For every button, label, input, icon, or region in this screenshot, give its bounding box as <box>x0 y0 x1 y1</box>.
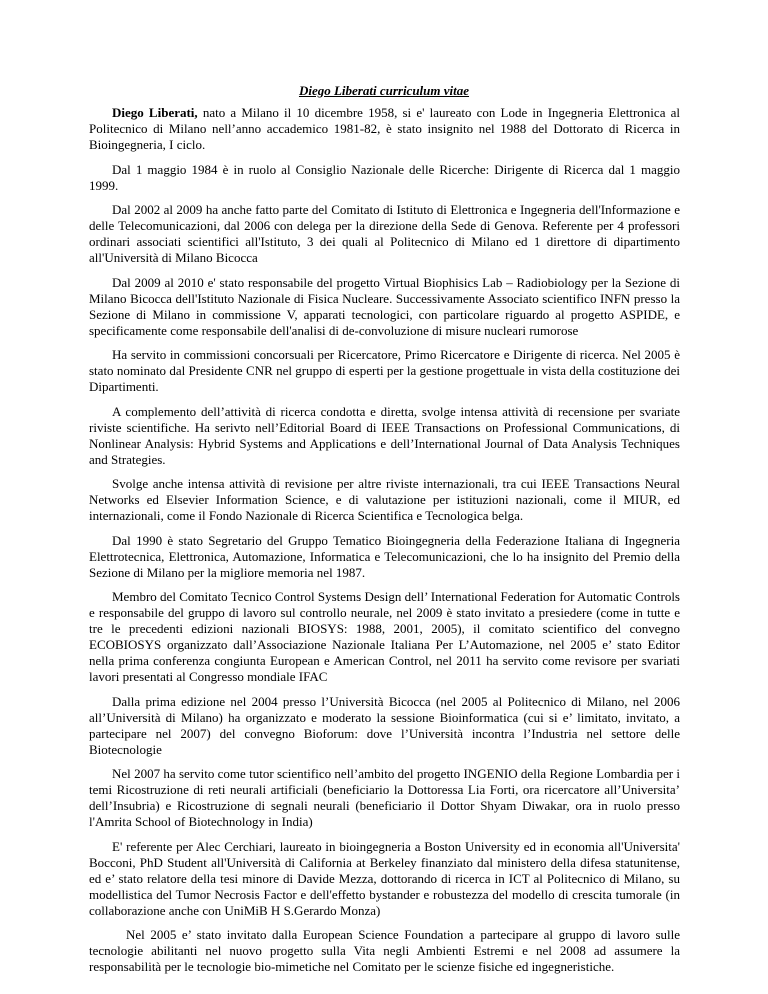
paragraph: E' referente per Alec Cerchiari, laureato in bioingegneria a Boston University ed in economia all'Universita' Bocconi, PhD Student all'Università di California at Berkeley finanziato dal ministero della difesa statunitense, ed e’ stato relatore della tesi minore di Davide Mezza, dottorando di ricerca in ICT al Politecnico di Milano, su modellistica del Tumor Necrosis Factor e dell'effetto bystander e robustezza del modello di crescita tumorale (in collaborazione anche con UniMiB H S.Gerardo Monza) <box>89 838 680 918</box>
paragraph: Dal 2009 al 2010 e' stato responsabile del progetto Virtual Biophisics Lab – Radiobiology per la Sezione di Milano Bicocca dell'Istituto Nazionale di Fisica Nucleare. Successivamente Associato scientifico INFN presso la Sezione di Milano in commissione V, apparati tecnologici, con particolare riguardo al progetto ASPIDE, e specificamente come responsabile dell'analisi di de-convoluzione di misure nucleari rumorose <box>89 274 680 338</box>
paragraph: A complemento dell’attività di ricerca condotta e diretta, svolge intensa attività di recensione per svariate riviste scientifiche. Ha serivto nell’Editorial Board di IEEE Transactions on Professional Communications, di Nonlinear Analysis: Hybrid Systems and Applications e dell’International Journal of Data Analysis Techniques and Strategies. <box>89 403 680 467</box>
paragraph: Dal 2002 al 2009 ha anche fatto parte del Comitato di Istituto di Elettronica e Ingegneria dell'Informazione e delle Telecomunicazioni, dal 2006 con delega per la direzione della Sede di Genova. Referente per 4 professori ordinari associati scientifici all'Istituto, 3 dei quali al Politecnico di Milano ed 1 direttore di dipartimento all'Università di Milano Bicocca <box>89 202 680 265</box>
paragraph: Nel 2005 e’ stato invitato dalla European Science Foundation a partecipare al gruppo di lavoro sulle tecnologie abilitanti nel nuovo progetto sulla Vita negli Ambienti Estremi e nel 2008 ad assumere la responsabilità per le tecnologie bio-mimetiche nel Comitato per le scienze fisiche ed ingegneristiche. <box>89 927 680 974</box>
paragraph: Svolge anche intensa attività di revisione per altre riviste internazionali, tra cui IEEE Transactions Neural Networks ed Elsevier Information Science, e di valutazione per istituzioni nazionali, come il MIUR, ed internazionali, come il Fondo Nazionale di Ricerca Scientifica e Tecnologica belga. <box>89 476 680 523</box>
paragraph: Membro del Comitato Tecnico Control Systems Design dell’ International Federation for Automatic Controls e responsabile del gruppo di lavoro sul controllo neurale, nel 2009 è stato invitato a presiedere (come in tutte e tre le precedenti edizioni nazionali BIOSYS: 1988, 2001, 2005), il comitato scientifico del convegno ECOBIOSYS organizzato dall’Associazione Nazionale Italiana Per L’Automazione, nel 2005 e’ stato Editor nella prima conferenza congiunta European e American Control, nel 2011 ha servito come revisore per svariati lavori presentati al Congresso mondiale IFAC <box>89 589 680 684</box>
intro-text: nato a Milano il 10 dicembre 1958, si e' laureato con Lode in Ingegneria Elettronica al Politecnico di Milano nell’anno accademico 1981-82, è stato insignito nel 1988 del Dottorato di Ricerca in Bioingegneria, I ciclo. <box>89 105 681 152</box>
paragraph: Dal 1990 è stato Segretario del Gruppo Tematico Bioingegneria della Federazione Italiana di Ingegneria Elettrotecnica, Elettronica, Automazione, Informatica e Telecomunicazioni, che lo ha insignito del Premio della Sezione di Milano per la migliore memoria nel 1987. <box>89 532 680 580</box>
paragraph-intro <box>89 105 680 153</box>
author-name: Diego Liberati, <box>112 105 198 120</box>
paragraph: Dal 1 maggio 1984 è in ruolo al Consiglio Nazionale delle Ricerche: Dirigente di Ricerca dal 1 maggio 1999. <box>89 161 680 193</box>
paragraph: Nel 2007 ha servito come tutor scientifico nell’ambito del progetto INGENIO della Regione Lombardia per i temi Ricostruzione di reti neurali artificiali (beneficiario la Dottoressa Lia Forti, ora ricercatore all’Universita’ dell’Insubria) e Ricostruzione di segnali neurali (beneficiario il Dottor Shyam Diwakar, ora in ruolo presso l'Amrita School of Biotechnology in India) <box>89 766 680 829</box>
paragraph: Dalla prima edizione nel 2004 presso l’Università Bicocca (nel 2005 al Politecnico di Milano, nel 2006 all’Università di Milano) ha organizzato e moderato la sessione Bioinformatica (cui si e’ limitato, invitato, a partecipare nel 2007) del convegno Bioforum: dove l’Università incontra l’Industria nel settore delle Biotecnologie <box>89 693 680 757</box>
document-title: Diego Liberati curriculum vitae <box>298 83 470 98</box>
paragraph: Ha servito in commissioni concorsuali per Ricercatore, Primo Ricercatore e Dirigente di ricerca. Nel 2005 è stato nominato dal Presidente CNR nel gruppo di esperti per la gestione progettuale in vista della costituzione dei Dipartimenti. <box>89 347 680 394</box>
document-body <box>89 105 680 984</box>
